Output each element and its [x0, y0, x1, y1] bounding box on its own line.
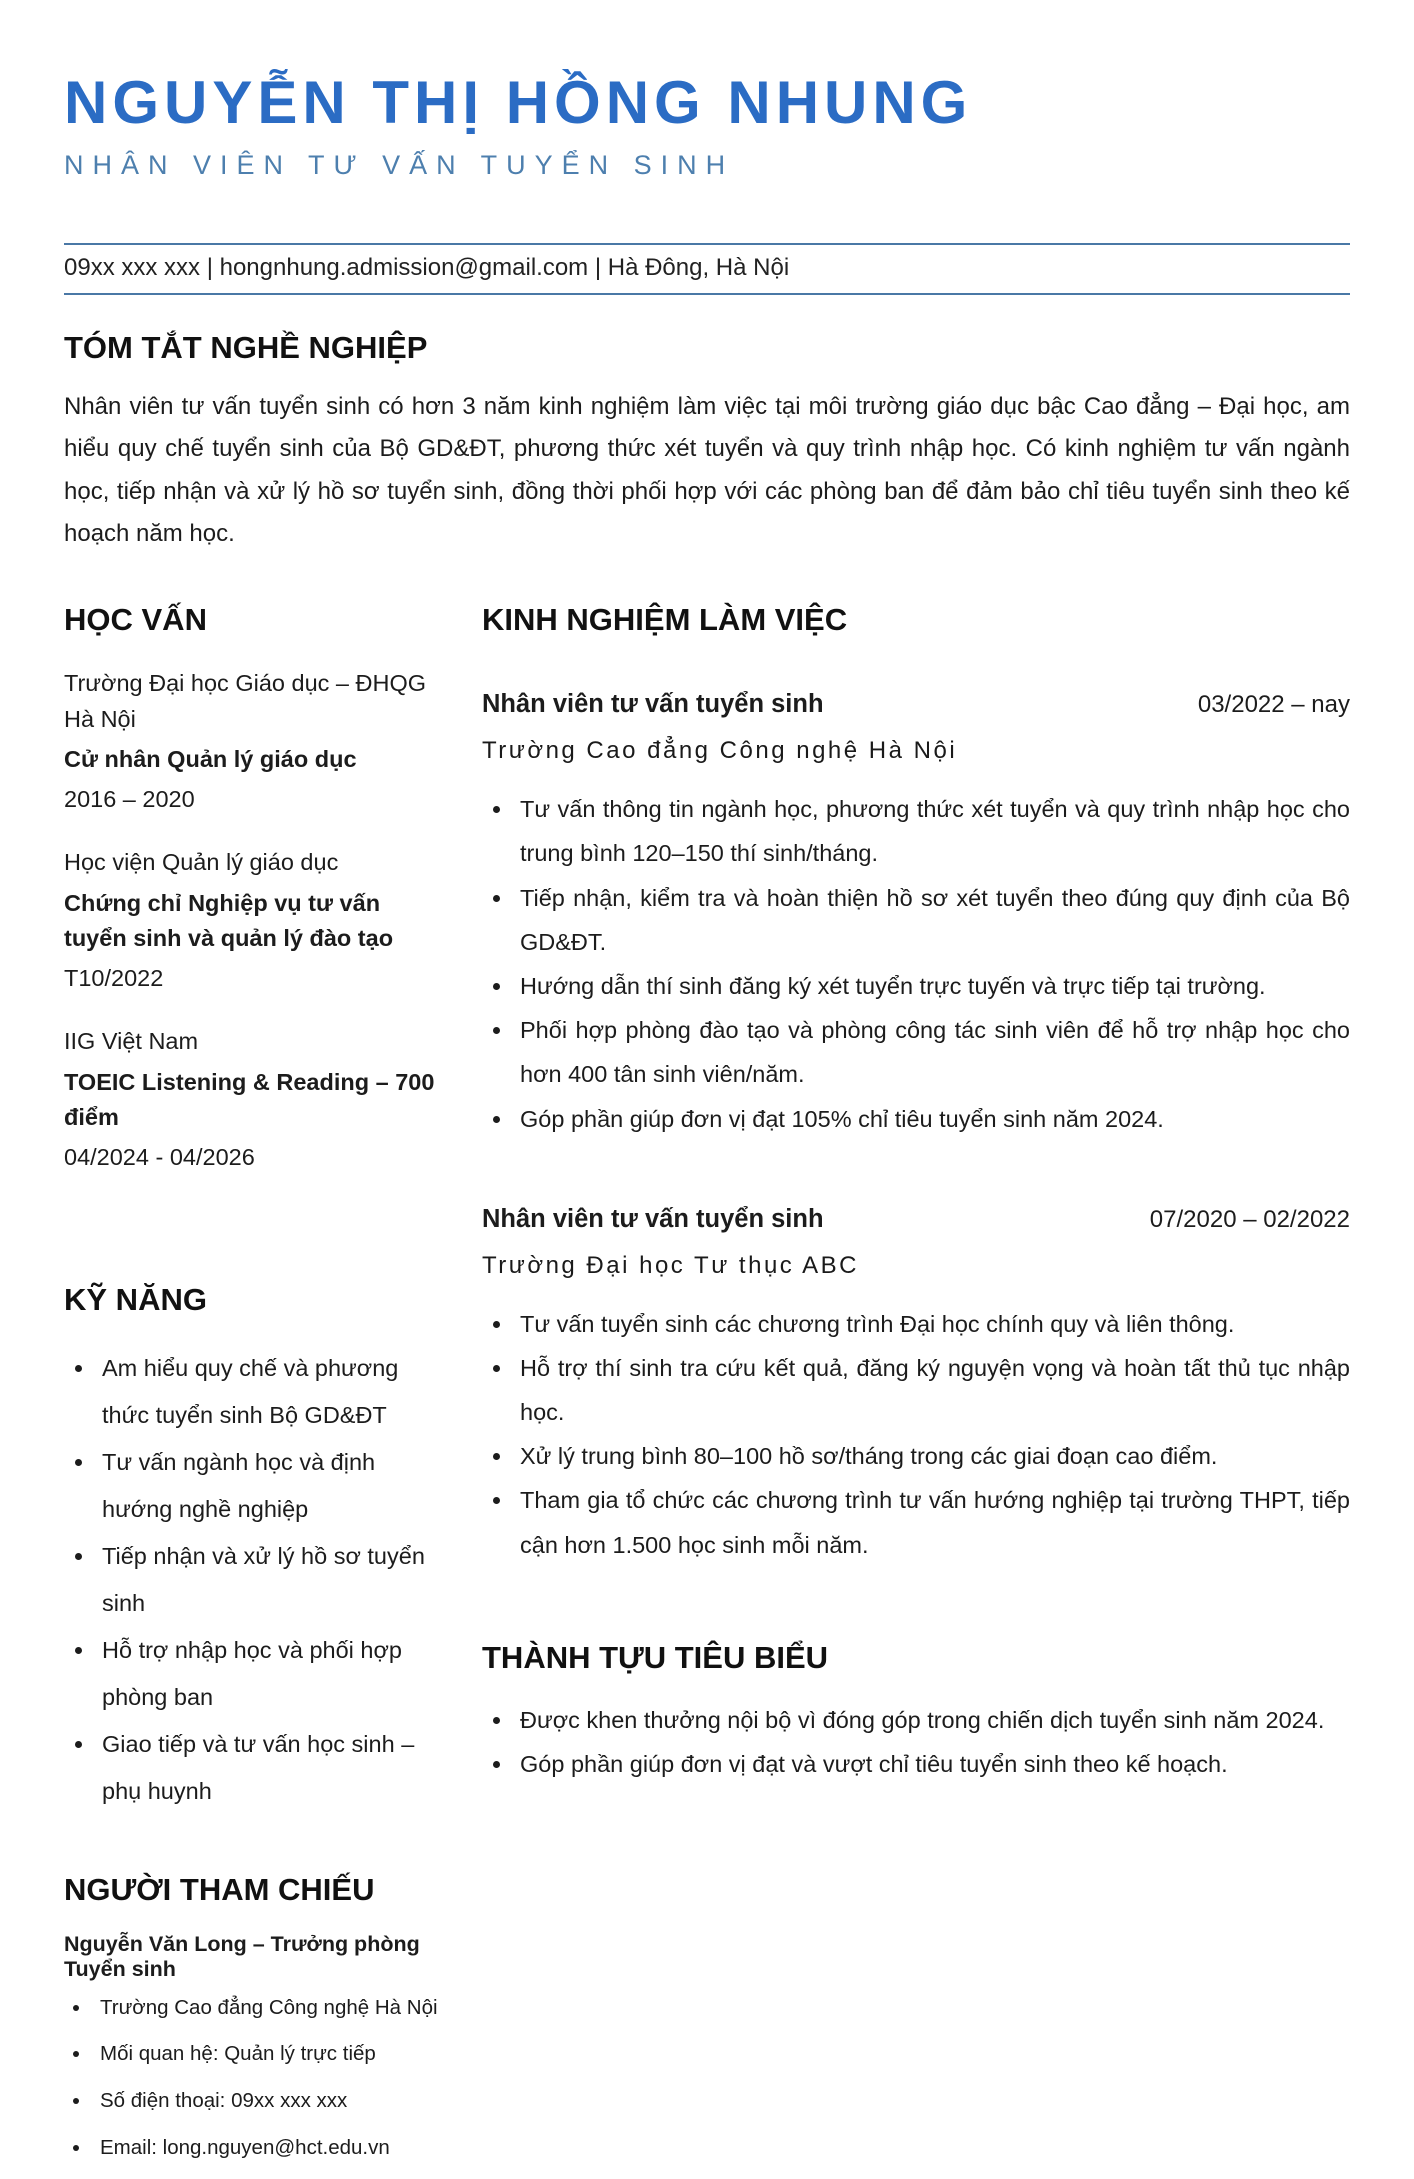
job-dates: 07/2020 – 02/2022 [1149, 1205, 1350, 1233]
job-bullet: • Xử lý trung bình 80–100 hồ sơ/tháng trong các giai đoạn cao điểm. [514, 1434, 1350, 1478]
education-entry [64, 1024, 440, 1175]
reference-detail: • Số điện thoại: 09xx xxx xxx [92, 2085, 440, 2117]
reference-detail: • Email: long.nguyen@hct.edu.vn [92, 2132, 440, 2164]
education-degree: Cử nhân Quản lý giáo dục [64, 745, 357, 772]
education-degree: TOEIC Listening & Reading – 700 điểm [64, 1068, 435, 1130]
job-bullet: • Phối hợp phòng đào tạo và phòng công tác sinh viên để hỗ trợ nhập học cho hơn 400 tân sinh viên/năm. [514, 1008, 1350, 1096]
skill-item: • Tư vấn ngành học và định hướng nghề nghiệp [96, 1439, 440, 1533]
education-school: Trường Đại học Giáo dục – ĐHQG Hà Nội [64, 670, 427, 732]
education-heading: HỌC VẤN [64, 602, 207, 638]
job-header-row [482, 690, 1350, 719]
job-bullet-list [482, 787, 1350, 1140]
section-experience [482, 601, 1350, 1567]
job-bullet: • Tiếp nhận, kiểm tra và hoàn thiện hồ sơ xét tuyển theo đúng quy định của Bộ GD&ĐT. [514, 876, 1350, 964]
education-school: Học viện Quản lý giáo dục [64, 849, 339, 876]
achievements-list [482, 1698, 1350, 1786]
job-bullet: • Góp phần giúp đơn vị đạt 105% chỉ tiêu tuyển sinh năm 2024. [514, 1097, 1350, 1141]
skills-list [64, 1345, 440, 1815]
education-school: IIG Việt Nam [64, 1028, 199, 1055]
job-bullet: • Hỗ trợ thí sinh tra cứu kết quả, đăng ký nguyện vọng và hoàn tất thủ tục nhập học. [514, 1346, 1350, 1434]
summary-heading: TÓM TẮT NGHỀ NGHIỆP [64, 330, 428, 365]
contact-line: 09xx xxx xxx | hongnhung.admission@gmail.com | Hà Đông, Hà Nội [64, 243, 1350, 295]
education-dates: 2016 – 2020 [64, 786, 195, 813]
section-achievements [482, 1639, 1350, 1787]
job-dates: 03/2022 – nay [1197, 691, 1350, 719]
job-company: Trường Đại học Tư thục ABC [482, 1251, 859, 1279]
section-education [64, 601, 440, 1175]
job-bullet-list [482, 1302, 1350, 1567]
education-list [64, 666, 440, 1175]
summary-text: Nhân viên tư vấn tuyển sinh có hơn 3 năm kinh nghiệm làm việc tại môi trường giáo dục bậc Cao đẳng – Đại học, am hiểu quy chế tuyển sinh của Bộ GD&ĐT, phương thức xét tuyển và quy trình nhập học. Có kinh nghiệm tư vấn ngành học, tiếp nhận và xử lý hồ sơ tuyển sinh, đồng thời phối hợp với các phòng ban để đảm bảo chỉ tiêu tuyển sinh theo kế hoạch năm học. [64, 393, 1350, 547]
candidate-name: NGUYỄN THỊ HỒNG NHUNG [64, 69, 973, 136]
achievements-heading: THÀNH TỰU TIÊU BIỂU [482, 1639, 829, 1675]
reference-detail: • Mối quan hệ: Quản lý trực tiếp [92, 2038, 440, 2070]
skills-heading: KỸ NĂNG [64, 1282, 207, 1318]
experience-heading: KINH NGHIỆM LÀM VIỆC [482, 602, 848, 638]
skill-item: • Am hiểu quy chế và phương thức tuyển sinh Bộ GD&ĐT [96, 1345, 440, 1439]
job-bullet: • Tư vấn thông tin ngành học, phương thức xét tuyển và quy trình nhập học cho trung bình 120–150 thí sinh/tháng. [514, 787, 1350, 875]
section-references [64, 1871, 440, 2164]
achievement-item: • Được khen thưởng nội bộ vì đóng góp trong chiến dịch tuyển sinh năm 2024. [514, 1698, 1350, 1742]
achievement-item: • Góp phần giúp đơn vị đạt và vượt chỉ tiêu tuyển sinh theo kế hoạch. [514, 1742, 1350, 1786]
job-title: Nhân viên tư vấn tuyển sinh [482, 690, 824, 719]
reference-detail: • Trường Cao đẳng Công nghệ Hà Nội [92, 1992, 440, 2024]
skill-item: • Giao tiếp và tư vấn học sinh – phụ huynh [96, 1721, 440, 1815]
resume-header [64, 70, 1350, 295]
education-dates: T10/2022 [64, 965, 164, 992]
education-entry [64, 845, 440, 996]
section-summary [64, 329, 1350, 555]
reference-name: Nguyễn Văn Long – Trưởng phòng Tuyển sinh [64, 1931, 420, 1981]
two-column-layout [64, 601, 1350, 2179]
job-bullet: • Tư vấn tuyển sinh các chương trình Đại học chính quy và liên thông. [514, 1302, 1350, 1346]
education-degree: Chứng chỉ Nghiệp vụ tư vấn tuyển sinh và quản lý đào tạo [64, 889, 394, 951]
job-header-row [482, 1205, 1350, 1234]
skill-item: • Tiếp nhận và xử lý hồ sơ tuyển sinh [96, 1533, 440, 1627]
references-heading: NGƯỜI THAM CHIẾU [64, 1871, 375, 1907]
section-skills [64, 1281, 440, 1814]
education-dates: 04/2024 - 04/2026 [64, 1144, 255, 1171]
education-entry [64, 666, 440, 817]
job-entry [482, 690, 1350, 1140]
right-column [482, 601, 1350, 2179]
job-entry [482, 1205, 1350, 1567]
candidate-job-title: NHÂN VIÊN TƯ VẤN TUYỂN SINH [64, 150, 735, 180]
job-title: Nhân viên tư vấn tuyển sinh [482, 1204, 824, 1233]
skill-item: • Hỗ trợ nhập học và phối hợp phòng ban [96, 1627, 440, 1721]
job-company: Trường Cao đẳng Công nghệ Hà Nội [482, 737, 958, 765]
job-bullet: • Tham gia tổ chức các chương trình tư vấn hướng nghiệp tại trường THPT, tiếp cận hơn 1.500 học sinh mỗi năm. [514, 1478, 1350, 1566]
job-bullet: • Hướng dẫn thí sinh đăng ký xét tuyển trực tuyến và trực tiếp tại trường. [514, 964, 1350, 1008]
left-column [64, 601, 440, 2179]
reference-details-list [64, 1992, 440, 2164]
